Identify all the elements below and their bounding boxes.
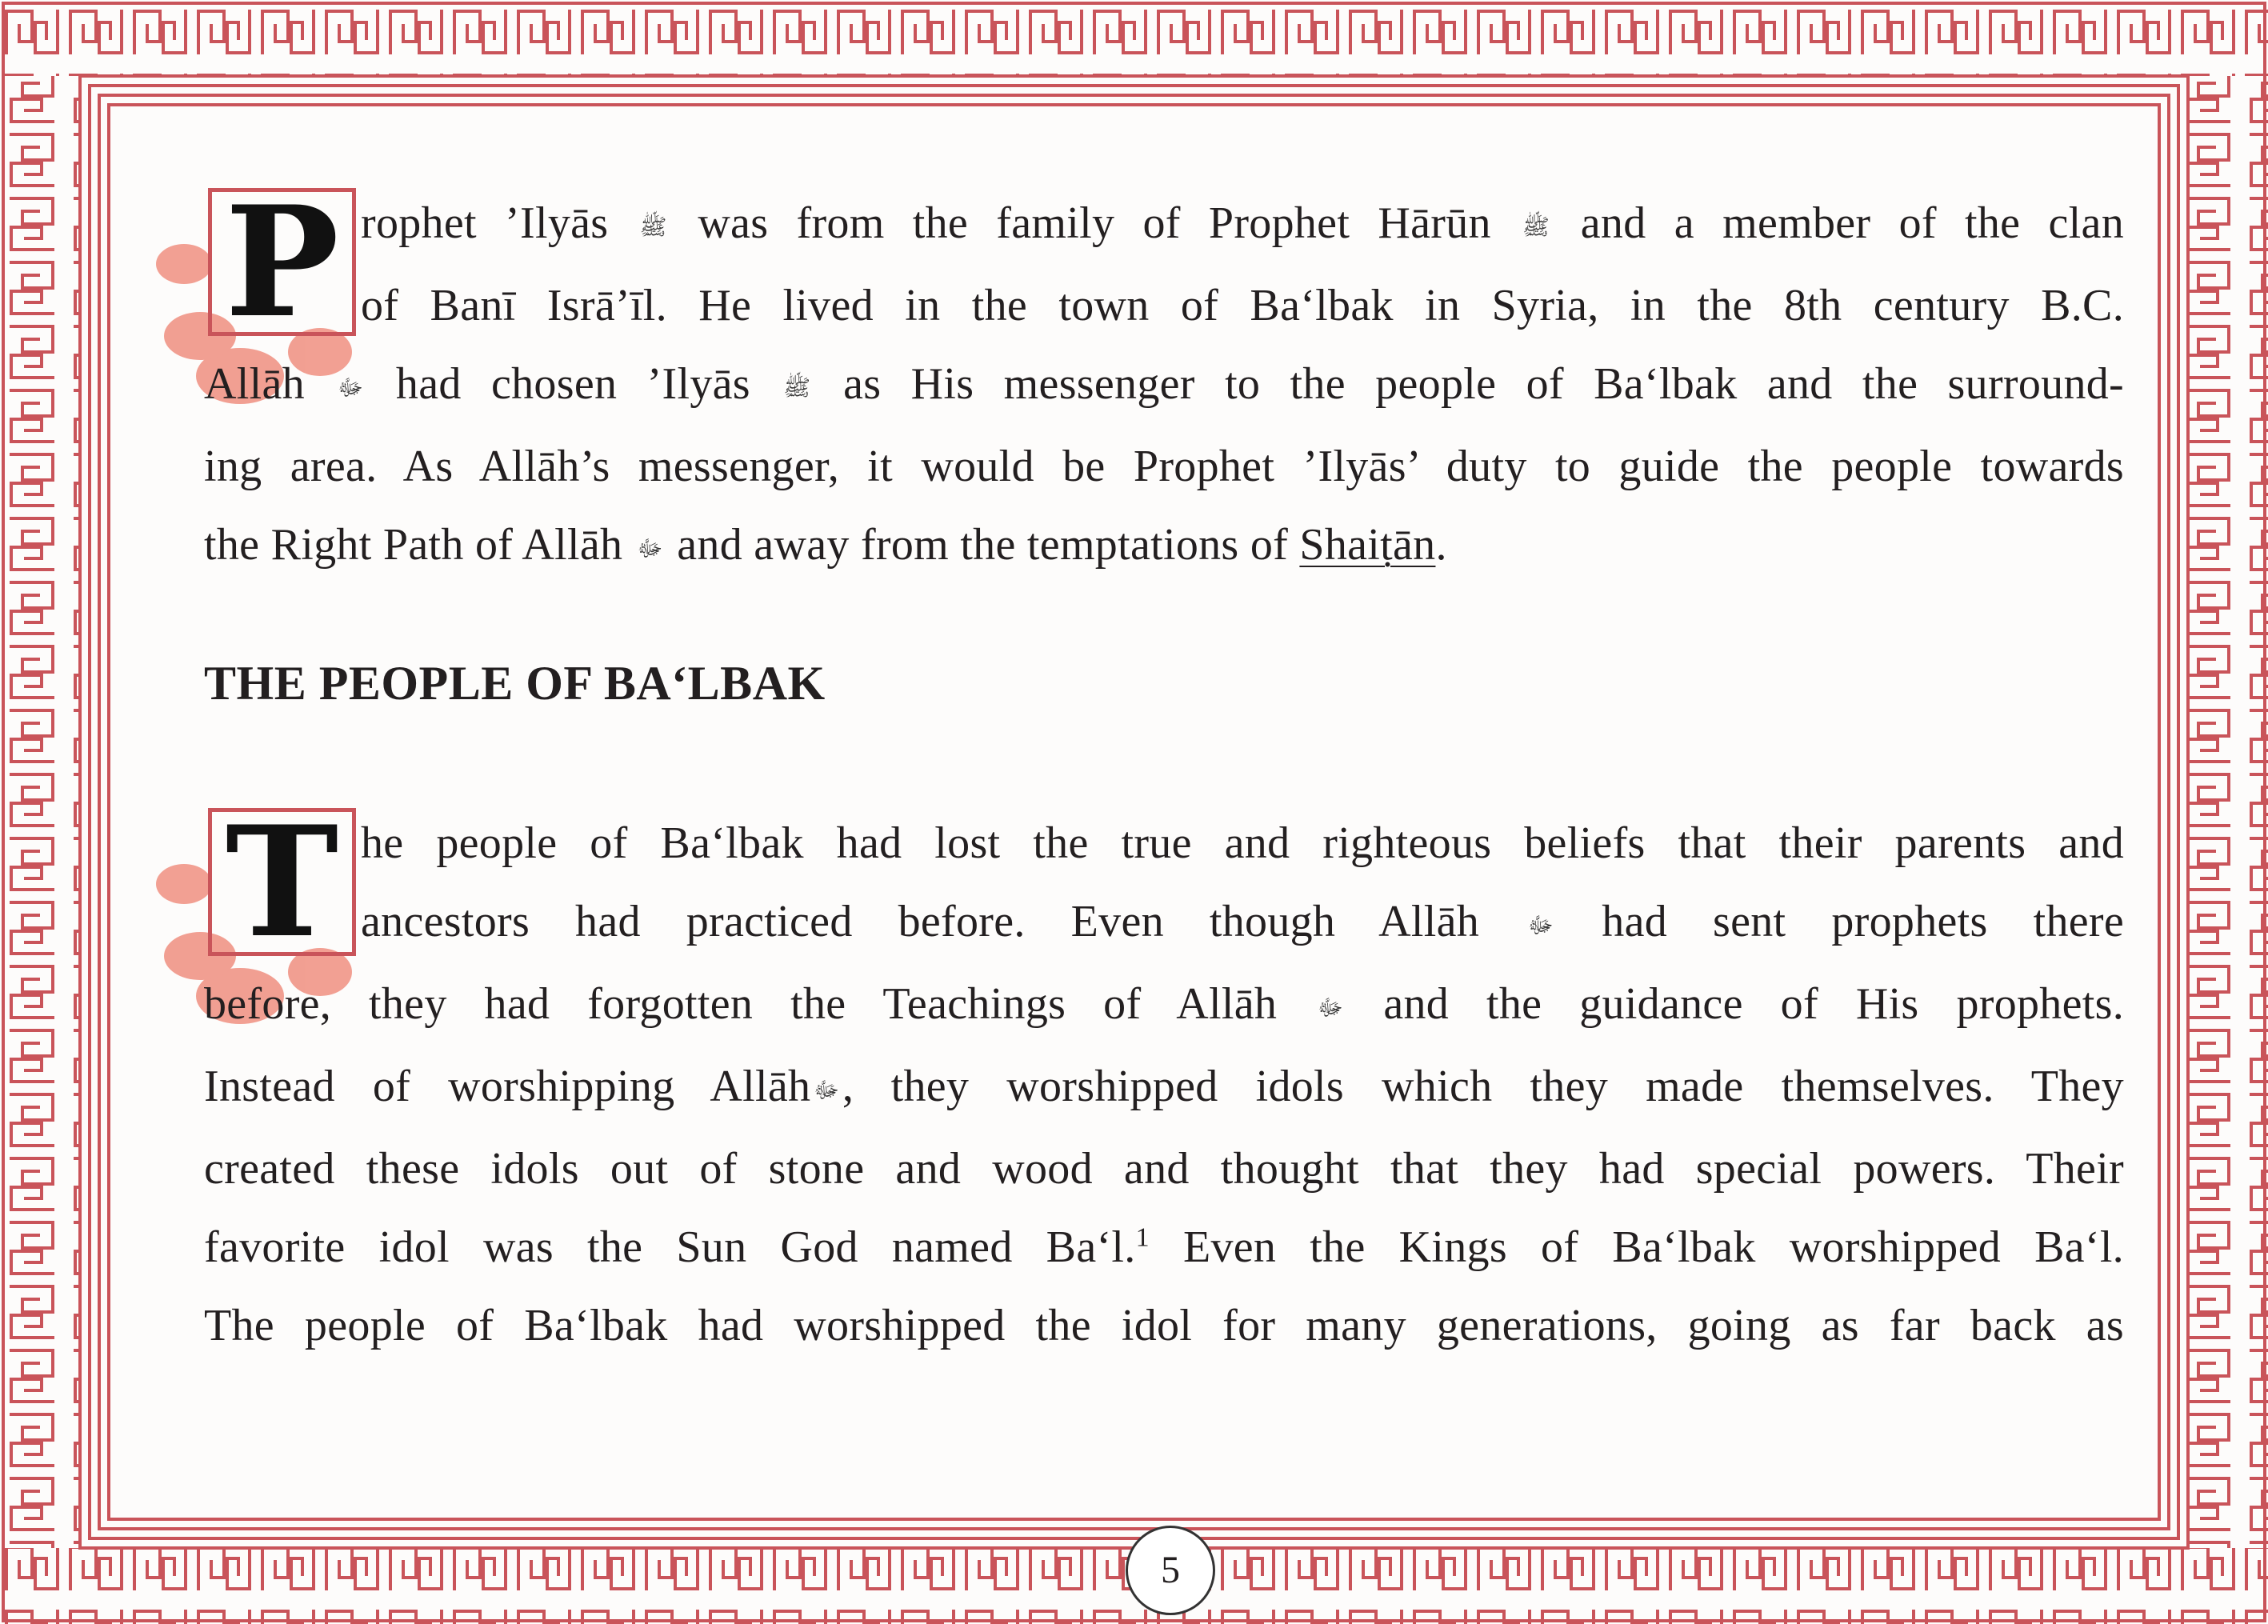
- p2-line-6: favorite idol was the Sun God named Ba‘l.$^1$ Even the Kings of Ba‘lbak worshipped Ba‘l.: [204, 1222, 2124, 1273]
- honorific-subhanahu-icon: ﷻ: [1528, 912, 1554, 939]
- p1-line-1: rophet ’Ilyās ﷺ was from the family of Prophet Hārūn ﷺ and a member of the clan: [361, 198, 2124, 248]
- honorific-subhanahu-icon: ﷻ: [338, 374, 363, 402]
- honorific-subhanahu-icon: ﷻ: [637, 535, 663, 562]
- p2-line-4: Instead of worshipping Allāh ﷻ, they worshipped idols which they made themselves. They: [204, 1062, 2124, 1112]
- p2-line-3: before, they had forgotten the Teachings of Allāh ﷻ and the guidance of His prophets.: [204, 979, 2124, 1030]
- p1-line-3: Allāh ﷻ had chosen ’Ilyās ﷺ as His messenger to the people of Ba‘lbak and the surround-: [204, 359, 2124, 410]
- honorific-alayhi-icon: ﷺ: [1522, 214, 1550, 241]
- honorific-alayhi-icon: ﷺ: [783, 374, 811, 402]
- p1-line-2: of Banī Isrā’īl. He lived in the town of Ba‘lbak in Syria, in the 8th century B.C.: [361, 281, 2124, 331]
- p2-line-7: The people of Ba‘lbak had worshipped the idol for many generations, going as far back as: [204, 1301, 2124, 1351]
- p2-line-2: ancestors had practiced before. Even though Allāh ﷻ had sent prophets there: [361, 897, 2124, 946]
- honorific-alayhi-icon: ﷺ: [639, 214, 667, 241]
- p2-line-5: created these idols out of stone and wood and thought that they had special powers. Their: [204, 1144, 2124, 1194]
- section-heading: THE PEOPLE OF BA‘LBAK: [204, 657, 826, 710]
- paragraph-2: [204, 793, 2124, 1365]
- honorific-subhanahu-icon: ﷻ: [814, 1077, 839, 1104]
- footnote-marker: 1: [1135, 1222, 1150, 1253]
- dropcap-letter-p: P: [225, 173, 339, 351]
- paragraph-1: [204, 173, 2124, 588]
- shaitan-word: Shaiṭān: [1299, 520, 1436, 570]
- p1-line-5: the Right Path of Allāh ﷻ and away from the temptations of Shaiṭān.: [204, 520, 1447, 570]
- page-number: 5: [1161, 1549, 1180, 1591]
- honorific-subhanahu-icon: ﷻ: [1318, 994, 1343, 1022]
- dropcap-letter-t: T: [225, 793, 339, 971]
- page-number-badge: [1126, 1526, 1215, 1615]
- p2-line-1: he people of Ba‘lbak had lost the true and righteous beliefs that their parents and: [361, 818, 2124, 868]
- p1-line-4: ing area. As Allāh’s messenger, it would be Prophet ’Ilyās’ duty to guide the people towards: [204, 442, 2124, 492]
